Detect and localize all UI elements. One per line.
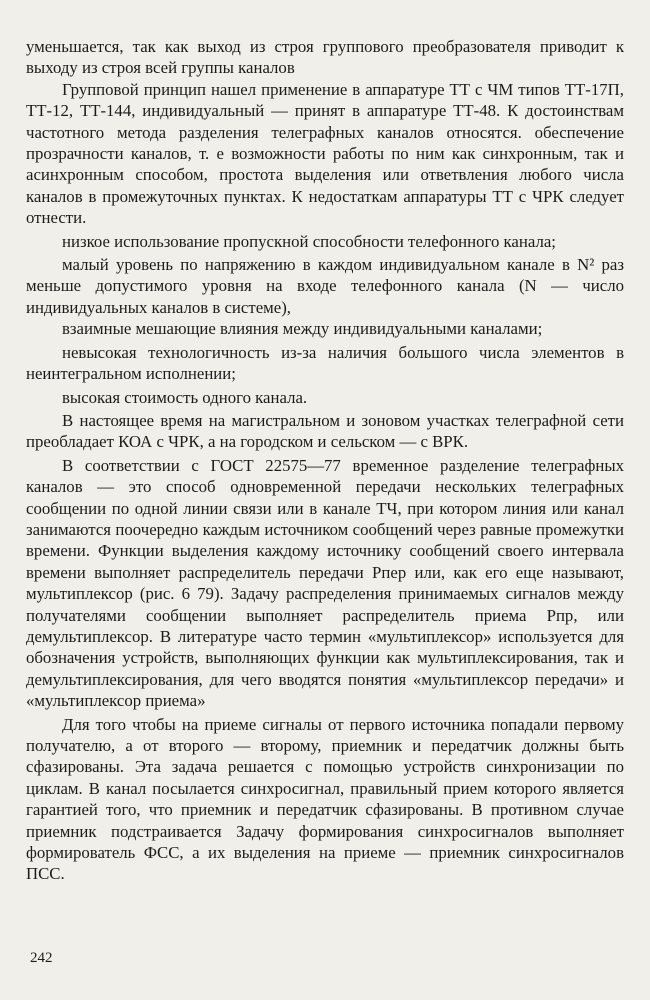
list-item-5: высокая стоимость одного канала. [62, 387, 308, 407]
list-item-2: малый уровень по напряжению в каждом индивидуальном канале в N² раз меньше допустимого уровня на входе телефонного канала (N — число индивидуальных каналов в системе), [26, 255, 624, 317]
body-text [26, 36, 624, 885]
list-item-4: невысокая технологичность из-за наличия большого числа элементов в неинтегральном исполнении; [26, 342, 624, 384]
paragraph-5: Для того чтобы на приеме сигналы от первого источника попадали первому получателю, а от второго — второму, приемник и передатчик должны быть сфазированы. Эта задача решается с помощью устройств синхронизации по циклам. В канал посылается синхросигнал, правильный прием которого является гарантией того, что приемник и передатчик сфазированы. В противном случае приемник подстраивается Задачу формирования синхросигналов выполняет формирователь ФСС, а их выделения на приеме — приемник синхросигналов ПСС. [26, 714, 624, 884]
paragraph-3: В настоящее время на магистральном и зоновом участках телеграфной сети преобладает КОА с ЧРК, а на городском и сельском — с ВРК. [26, 410, 624, 452]
paragraph-4: В соответствии с ГОСТ 22575—77 временное разделение телеграфных каналов — это способ одновременной передачи нескольких телеграфных сообщении по одной линии связи или в канале ТЧ, при котором линия или канал занимаются поочередно каждым источником сообщений через равные промежутки времени. Функции выделения каждому источнику сообщений своего интервала времени выполняет распределитель передачи Рпер или, как его еще называют, мультиплексор (рис. 6 79). Задачу распределения принимаемых сигналов между получателями сообщении выполняет распределитель приема Рпр, или демультиплексор. В литературе часто термин «мультиплексор» используется для обозначения устройств, выполняющих функции как мультиплексирования, так и демультиплексирования, для чего вводятся понятия «мультиплексор передачи» и «мультиплексор приема» [26, 455, 624, 711]
paragraph-2: Групповой принцип нашел применение в аппаратуре ТТ с ЧМ типов ТТ-17П, ТТ-12, ТТ-144, индивидуальный — принят в аппаратуре ТТ-48. К достоинствам частотного метода разделения телеграфных каналов относятся. обеспечение прозрачности каналов, т. е возможности работы по ним как синхронным, так и асинхронным способом, простота выделения или ответвления любого числа каналов в промежуточных пунктах. К недостаткам аппаратуры ТТ с ЧРК следует отнести. [26, 79, 624, 228]
list-item-3: взаимные мешающие влияния между индивидуальными каналами; [62, 319, 543, 339]
paragraph-1-continuation: уменьшается, так как выход из строя группового преобразователя приводит к выходу из строя всей группы каналов [26, 37, 624, 78]
list-item-1: низкое использование пропускной способности телефонного канала; [62, 231, 556, 251]
page-number: 242 [30, 950, 53, 966]
